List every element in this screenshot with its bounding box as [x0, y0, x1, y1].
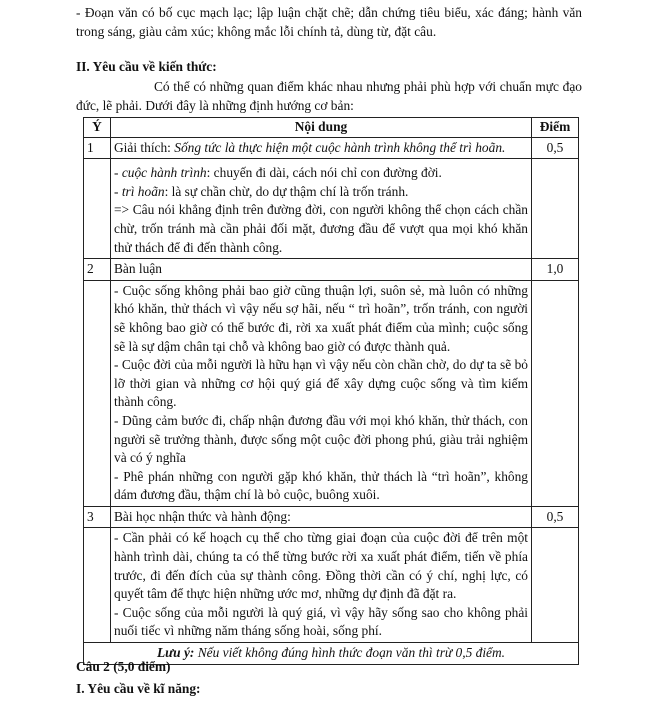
row-title-bold: Giải thích: [114, 139, 171, 155]
table-row [84, 137, 579, 159]
header-content: Nội dung [111, 118, 532, 138]
row-content [111, 528, 532, 643]
term: cuộc hành trình [121, 165, 207, 181]
row-title-italic: Sống tức là thực hiện một cuộc hành trình không thể trì hoãn. [174, 139, 506, 155]
content-point: - Dũng cảm bước đi, chấp nhận đương đầu với mọi khó khăn, thử thách, con người sẽ trưởng thành, được sống một cuộc đời phong phú, giàu trải nghiệm và có ý nghĩa [114, 412, 528, 466]
row-title [111, 137, 532, 159]
table-row [84, 528, 579, 643]
row-number: 3 [84, 506, 111, 528]
content-point: - Cuộc đời của mỗi người là hữu hạn vì vậy nếu còn chần chờ, do dự ta sẽ bỏ lỡ thời gian và những cơ hội quý giá để xây dựng cuộc sống và tìm kiếm thành công. [114, 357, 528, 410]
empty-cell [532, 280, 579, 506]
content-point: => Câu nói khẳng định trên đường đời, con người không thể chọn cách chần chừ, trốn tránh mà cần phải đối mặt, đương đầu để vượt qua mọi khó khăn thử thách để đi đến thành công. [114, 202, 528, 255]
content-point: - Cuộc sống không phải bao giờ cũng thuận lợi, suôn sẻ, mà luôn có những khó khăn, thử thách vì vậy nếu sợ hãi, nếu “ trì hoãn”, trốn tránh, con người sẽ không bao giờ có thể bước đi, rời xa xuất phát điểm của mình; cuộc sống sẽ là sự dậm chân tại chỗ và không bao giờ có được thành quả. [114, 282, 528, 354]
content-point: - Phê phán những con người gặp khó khăn, thử thách là “trì hoãn”, không dám đương đầu, thậm chí là bỏ cuộc, buông xuôi. [114, 468, 528, 503]
skill-requirement-heading: I. Yêu cầu về kĩ năng: [76, 681, 201, 696]
question-2-heading: Câu 2 (5,0 điểm) [76, 659, 171, 674]
empty-cell [532, 159, 579, 259]
content-point: - trì hoãn: là sự chần chừ, do dự thậm chí là trốn tránh. [114, 183, 409, 199]
empty-cell [532, 528, 579, 643]
grading-rubric-table [83, 117, 579, 665]
table-row [84, 506, 579, 528]
note-label: Lưu ý: [156, 645, 195, 661]
row-number: 1 [84, 137, 111, 159]
content-point: - Cuộc sống của mỗi người là quý giá, vì vậy hãy sống sao cho không phải nuối tiếc vì những năm tháng sống hoài, sống phí. [114, 604, 528, 639]
row-score: 0,5 [532, 506, 579, 528]
row-score: 1,0 [532, 259, 579, 281]
note-text: Nếu viết không đúng hình thức đoạn văn thì trừ 0,5 điểm. [197, 645, 506, 661]
knowledge-requirement-text: Có thể có những quan điểm khác nhau nhưng phải phù hợp với chuẩn mực đạo đức, lẽ phải. Dưới đây là những định hướng cơ bản: [76, 79, 582, 113]
row-number: 2 [84, 259, 111, 281]
table-row [84, 259, 579, 281]
content-point: - Cần phải có kế hoạch cụ thể cho từng giai đoạn của cuộc đời để trên một hành trình dài, chúng ta có thể từng bước rời xa xuất phát điểm, tiến về phía trước, đi đến đích của sự thành công. Đồng thời cần có ý chí, nghị lực, có quyết tâm để thực hiện những ước mơ, những dự định đã đặt ra. [114, 530, 528, 602]
term: trì hoãn [121, 183, 165, 199]
row-title: Bài học nhận thức và hành động: [111, 506, 532, 528]
row-content [111, 280, 532, 506]
header-idea: Ý [84, 118, 111, 138]
row-title: Bàn luận [111, 259, 532, 281]
table-row [84, 159, 579, 259]
row-score: 0,5 [532, 137, 579, 159]
table-header-row [84, 118, 579, 138]
table-row [84, 280, 579, 506]
empty-cell [84, 280, 111, 506]
knowledge-requirement-heading: II. Yêu cầu về kiến thức: [76, 59, 217, 74]
header-score: Điểm [532, 118, 579, 138]
empty-cell [84, 159, 111, 259]
empty-cell [84, 528, 111, 643]
row-content [111, 159, 532, 259]
skill-requirement-text: - Đoạn văn có bố cục mạch lạc; lập luận chặt chẽ; dẫn chứng tiêu biểu, xác đáng; hành văn trong sáng, giàu cảm xúc; không mắc lỗi chính tả, dùng từ, đặt câu. [76, 5, 582, 39]
content-point: - cuộc hành trình: chuyến đi dài, cách nói chỉ con đường đời. [114, 165, 442, 181]
